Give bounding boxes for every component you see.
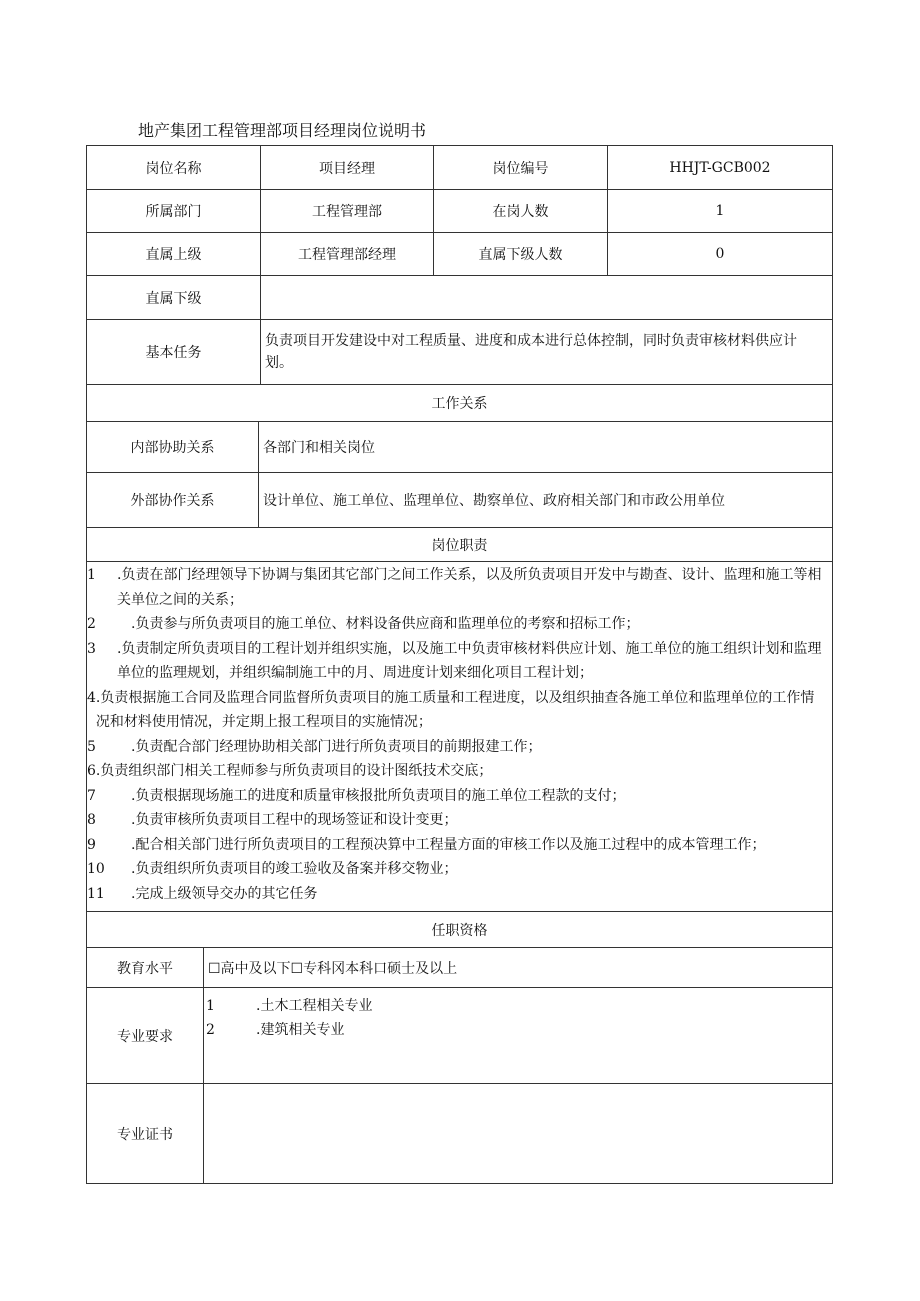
duty-item: 4 .负责根据施工合同及监理合同监督所负责项目的施工质量和工程进度，以及组织抽查各施工单位和监理单位的工作情况和材料使用情况，并定期上报工程项目的实施情况； bbox=[87, 689, 815, 730]
major-item: 2 .建筑相关专业 bbox=[206, 1022, 345, 1038]
label-internal: 内部协助关系 bbox=[86, 421, 259, 473]
label-education: 教育水平 bbox=[86, 947, 204, 988]
duty-item: 5 .负责配合部门经理协助相关部门进行所负责项目的前期报建工作； bbox=[87, 738, 542, 755]
cert bbox=[203, 1083, 833, 1184]
major-item: 1 .土木工程相关专业 bbox=[206, 998, 373, 1014]
subordinate bbox=[260, 275, 833, 320]
duty-item: 9 .配合相关部门进行所负责项目的工程预决算中工程量方面的审核工作以及施工过程中的成本管理工作； bbox=[87, 836, 766, 853]
label-position-code: 岗位编号 bbox=[433, 145, 608, 190]
position-name: 项目经理 bbox=[260, 145, 434, 190]
duties-list bbox=[86, 561, 833, 912]
label-cert: 专业证书 bbox=[86, 1083, 204, 1184]
duty-item: 10 .负责组织所负责项目的竣工验收及备案并移交物业； bbox=[87, 861, 458, 877]
label-major: 专业要求 bbox=[86, 987, 204, 1084]
duty-item: 7 .负责根据现场施工的进度和质量审核报批所负责项目的施工单位工程款的支付； bbox=[87, 787, 626, 804]
duty-item: 8 .负责审核所负责项目工程中的现场签证和设计变更； bbox=[87, 812, 458, 828]
subordinate-count: 0 bbox=[607, 232, 833, 276]
label-position-name: 岗位名称 bbox=[86, 145, 261, 190]
label-dept: 所属部门 bbox=[86, 189, 261, 233]
duties-header: 岗位职责 bbox=[86, 527, 833, 562]
qualifications-header: 任职资格 bbox=[86, 911, 833, 948]
education: ☐高中及以下☐专科冈本科口硕士及以上 bbox=[203, 947, 833, 988]
duty-item: 6 .负责组织部门相关工程师参与所负责项目的设计图纸技术交底； bbox=[87, 763, 493, 779]
label-superior: 直属上级 bbox=[86, 232, 261, 276]
document-title: 地产集团工程管理部项目经理岗位说明书 bbox=[138, 121, 427, 140]
label-headcount: 在岗人数 bbox=[433, 189, 608, 233]
label-external: 外部协作关系 bbox=[86, 472, 259, 528]
position-code: HHJT-GCB002 bbox=[607, 145, 833, 190]
internal-relations: 各部门和相关岗位 bbox=[258, 421, 833, 473]
relations-header: 工作关系 bbox=[86, 384, 833, 422]
label-subordinate-count: 直属下级人数 bbox=[433, 232, 608, 276]
headcount: 1 bbox=[607, 189, 833, 233]
external-relations: 设计单位、施工单位、监理单位、勘察单位、政府相关部门和市政公用单位 bbox=[258, 472, 833, 528]
duty-item: 1 .负责在部门经理领导下协调与集团其它部门之间工作关系，以及所负责项目开发中与勘查、设计、监理和施工等相关单位之间的关系； bbox=[87, 567, 822, 608]
superior: 工程管理部经理 bbox=[260, 232, 434, 276]
duty-item: 11 .完成上级领导交办的其它任务 bbox=[87, 885, 318, 902]
task: 负责项目开发建设中对工程质量、进度和成本进行总体控制，同时负责审核材料供应计划。 bbox=[260, 319, 833, 385]
duty-item: 2 .负责参与所负责项目的施工单位、材料设备供应商和监理单位的考察和招标工作； bbox=[87, 616, 640, 632]
label-task: 基本任务 bbox=[86, 319, 261, 385]
dept: 工程管理部 bbox=[260, 189, 434, 233]
duty-item: 3 .负责制定所负责项目的工程计划并组织实施，以及施工中负责审核材料供应计划、施工单位的施工组织计划和监理单位的监理规划，并组织编制施工中的月、周进度计划来细化项目工程计划； bbox=[87, 640, 822, 681]
label-subordinate: 直属下级 bbox=[86, 275, 261, 320]
major-list bbox=[206, 994, 372, 1042]
